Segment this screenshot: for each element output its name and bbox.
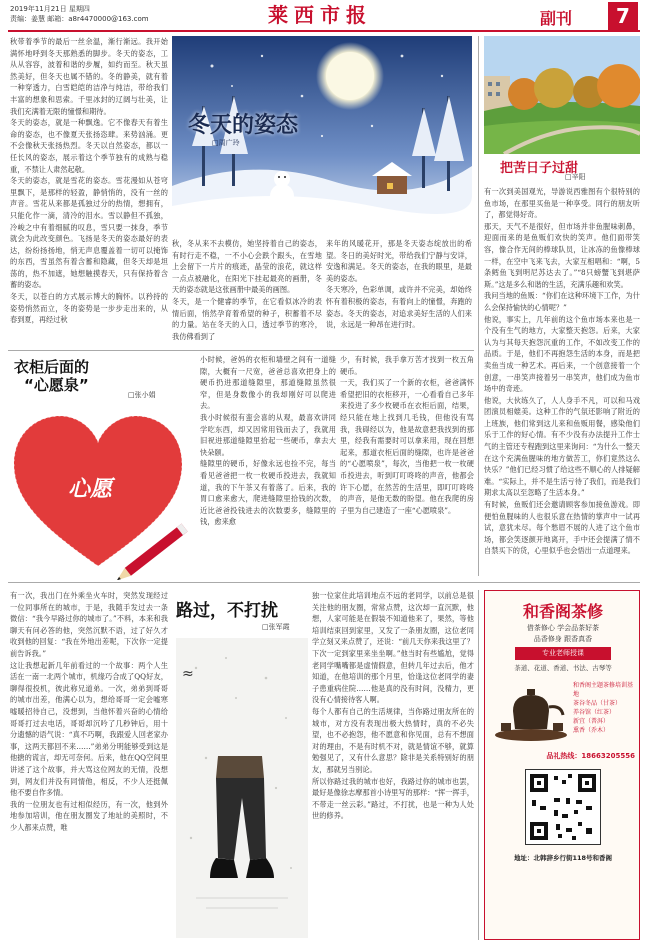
ad-address: 地址：北韩辞乡行街118号和香阁 <box>513 854 613 862</box>
ad-address-lines: 和香阁主题茶修培训基地 茶谷冬品（甘茶） 养谷馆（红茶） 新宜（普洱） 熏香（乔木） <box>573 682 634 734</box>
ad-slogan2: 品香修身 跟香真香 <box>533 635 593 643</box>
ad-title: 和香阁茶修 <box>522 602 603 621</box>
article1-col2: 秋，冬从来不去模仿，她坚持着自己的姿态，有时行走不稳，一不小心会跌个跟头，在雪地上会留下一片片的痕迹，晶莹的浪花，就这样一点点被融化，在阳光下挂起最亮的画册，冬天的姿态就是这张画册中最美的画图。 冬天，是一个健睿的季节，在它看似冰冷的表情后面，悄然孕育着希望的种子，积蓄着不尽的力量。站在冬天的入口，透过季节的寒冷，我仿佛看到了 <box>172 239 322 341</box>
article1-byline: □周广玲 <box>212 139 240 147</box>
header-rule <box>8 30 640 32</box>
ad-items: 茶道、花道、香道、书法、古琴等 <box>514 664 612 672</box>
ad-tagline: 专业老师授课 <box>515 647 611 660</box>
svg-text:≈: ≈ <box>182 666 194 682</box>
column-divider <box>478 36 479 576</box>
section-divider-1 <box>8 350 474 351</box>
heart-illustration <box>10 408 196 580</box>
column-divider-2 <box>478 590 479 940</box>
walking-illustration <box>176 638 308 938</box>
teaset-image <box>491 677 635 747</box>
article2-title: 把苦日子过甜 <box>500 161 579 176</box>
qr-code[interactable] <box>525 769 601 845</box>
article3-byline: □张小娟 <box>128 391 156 399</box>
section-label: 副刊 <box>540 9 573 28</box>
winter-illustration <box>172 36 472 234</box>
article4-col1: 有一次，我出门在外乘坐火车时，突然发现经过一位同事所在的城市，于是，我随手发过去一条微信：“我今早路过你的城市了。”不料，本来和我聊天有问必答的他，突然沉默不语，过了好久才收到他的回复：“我在外地出差呢，下次你一定提前告诉我。” 这让我想起新几年前看过的一个故事：两个人生活在一南一北两个城市，机缘巧合成了QQ好友，聊得很投机，彼此称兄道弟。一次，弟弟到哥哥的城市出差，他满心以为，想给哥哥一定会嘘寒嘘暖招待自己，没想到，当他怀着兴奋的心情给哥哥打过去电话，哥哥却沉吟了几秒钟后，用十分遗憾的语气说：“真不巧啊，我跟爱人回老家办事，这两天都回不来……”弟弟分明能够受到这是他搪的谎言，却无可奈何。后来，他在QQ空间里讲述了这个故事，并大骂这位网友的无情，没想到，网友们并没有同情他，相反，不少人还挺佩他不要自作多情。 我的一位朋友也有过相似经历，有一次，他到外地参加培训，他在朋友圈发了地址的美照时，不少人都来点赞，唯 <box>10 591 168 832</box>
ad-hotline: 品礼热线：18663205556 <box>546 752 635 760</box>
heart-text: 心愿 <box>68 477 113 502</box>
masthead: 莱西市报 <box>268 3 372 27</box>
article2-byline: □辛阳 <box>565 173 586 181</box>
editor-line: 责编：姜慧 邮箱：a8r4470000@163.com <box>10 15 149 23</box>
park-photo <box>484 36 640 154</box>
date-line: 2019年11月21日 星期四 <box>10 5 90 13</box>
article3-title-line2: “心愿泉” <box>24 376 89 394</box>
article4-byline: □张军霞 <box>262 623 290 631</box>
ad-box <box>484 590 640 940</box>
section-divider-2 <box>8 582 640 583</box>
page-number: 7 <box>608 2 638 30</box>
article4-title: 路过，不打扰 <box>176 601 278 621</box>
article1-col3: 来年的风暖花开，那是冬天姿态绽放出的希望。冬日的美好时光，带给我们宁静与安详，安逸和满足。冬天的姿态，在我的眼里，是最美的姿态。 冬天寒冷，色彩单调，或许并不完美，却始终怀有着积极的姿态，有着向上的憧憬，奔跑的姿态。冬天的姿态，对追求美好生活的人们来说，永远是一种昂在进行时。 <box>326 239 472 330</box>
article3-title-line1: 衣柜后面的 <box>14 358 90 376</box>
article1-col1: 秋带着季节的最后一丝余温，渐行渐远。我开始满怀地呼到冬天那熟悉的脚步。冬天的姿态，工从从容容，波着和谐的步履，如约而至。秋天虽然美好，但冬天也属不错的。冬的静美，就有着一种穿透力，白雪皑皑的洁净与纯洁，带给我们丰富的想象和思索。千里冰封的辽阔与壮美，让我们充满着无限的憧憬和期待。 冬天的姿态，就是一种飘逸。它不像春天有着生命的姿态，也不像夏天张扬恣肆。来势汹涌。更不会像秋天张扬热烈。冬天以自然姿态，都以一任长风的姿态，展示着这个季节独有的成熟与稳重，不禁让人肃然起敬。 冬天的姿态，就是雪花的姿态。雪花漫如从苍穹里飘下，是那样的轻盈，静悄悄的，没有一丝的声音。雪花从来都是孤独过分的热情，想拥有，只能化作一滴，清冷的泪水。雪以静但不孤独，冷峻之中有着细腻的叹息，雪只要一抹身，季节就会为此改变颜色。飞扬是冬天的姿态最好的表达，纷纷扬扬地，悄无声息覆盖着一切可以掩饰的东西，雪虽然有着含蓄和隐藏，但冬天却是坦荡的，热不加遮，她想触摸春天，只有保持着含蓄的姿态。 冬天，以苍白的方式展示博大的胸怀。以矜持的姿势悄然而立，冬的姿势是一步步走出来的，从春到夏，再经过秋 <box>10 37 168 325</box>
article3-col2: 少，有时候，我手拿万苦才找到一枚五角硬币。 一天，我们买了一个新的衣柜，爸爸满怀希望把旧的衣柜移开，一心看看自己多年来投进了多少枚硬币在衣柜后面，结果，经只能在地上找到几毛钱，但他没有骂我，我碍经以为，他是故意把我找到的那里，经我有需要时可以拿来用，现在回想起来，那道衣柜后面的缝隙，也许是爸爸的“心愿喷泉”，每次，当他把一枚一枚硬币投进去，听到叮叮咚咚的声音，他都会许下心愿，在然苦的生活里，即叮叮咚咚的声音，是他无数的盼望。他在我爬的房子里为自己建造了一座“心愿喷泉”。 <box>340 355 474 515</box>
ad-slogan1: 借茶修心 学会品茶好茶 <box>526 624 600 632</box>
article3-title <box>14 358 89 394</box>
article1-title: 冬天的姿态 <box>188 113 299 138</box>
article2-text: 有一次到美国观光，导游说西雅图有个很特别的鱼市场，在那里买鱼是一种享受。同行的朋友听了，都觉得好奇。 那天，天气不是很好，但市场并非鱼腥味刺鼻，迎面而来的是鱼贩们欢快的笑声。他们面带笑容，像合作无间的棒球队员，让冰冻的鱼像棒球一样，在空中飞来飞去，大家互相唱和：“啊，5条鳕鱼飞到明尼苏达去了。”“8只螃蟹飞到堪萨斯。”这是多么和谐的生活，充满乐趣和欢笑。 我问当地的鱼贩：“你们在这种环境下工作，为什么会保持愉快的心情呢？” 他说，事实上，几年前的这个鱼市场本来也是一个没有生气的地方，大家整天抱怨。后来，大家认为与其每天抱怨沉重的工作，不如改变工作的品质。于是，他们不再抱怨生活的本身，而是把卖鱼当成一种艺术。再后来，一个创意接着一个创意，一串笑声接着另一串笑声，他们成为鱼市场中的奇迹。 他说，大伙练久了，人人身手不凡，可以和马戏团演员相媲美。这种工作的气氛还影响了附近的上班族，他们常到这儿来和鱼贩用餐，感染他们乐于工作的好心情。有不少没有办法提升工作士气的主管还专程跑到这里来询问：“为什么一整天在这个充满鱼腥味的地方做苦工，你们竟然这么快乐？”他们已经习惯了给这些不顺心的人排疑解难。“实际上，并不是生活亏待了我们，而是我们期求太高以至忽略了生活本身。” 有时候，鱼贩们还会邀请顾客参加接鱼游戏。即便怕鱼腥味的人也很乐意在热情的掌声中一试再试，意犹未尽。每个愁眉不展的人进了这个鱼市场，都会笑逐颜开地离开，手中还会提满了情不自禁买下的货，心里似乎也会悟出一点道理来。 <box>484 187 640 556</box>
article4-col2: 独一位家住此培训地点不远的老同学，以前总是很关注他的朋友圈，常常点赞，这次却一直沉默，他想，人家可能是在假装不知道他来了，果然，等他培训结束回到家里，又发了一条朋友圈，这位老同学立刻又来点赞了，还说：“前几天你来我这里了？下次一定到家里来坐坐啊。”他当时有些尴尬，觉得老同学嘴嘴都是虚情假意，但转几年过去后，他才知道，在他培训的那个月里，恰逢这位老同学的妻子患重病住院……他是真的没有时间，没精力，更没有心情接待客人啊。 每个人都有自己的生活规律，当你路过朋友所在的城市，对方没有表现出极大热情时，真的不必失望，也不必抱怨，他不愿意和你见面，总有不想面对的理由，不是有时机不对，就是情谊不够，就算勉强见了，又有什么意思？除非是关系特别好的朋友，那就另当别论。 所以你路过我的城市也好，我路过你的城市也罢，最好是像徐志摩那首小诗里写的那样：“挥一挥手，不带走一丝云彩。”路过，不打扰，也是一种为人处世的修养。 <box>312 591 474 821</box>
article3-col1: 小时候，爸妈的衣柜和墙壁之间有一道缝隙，大概有一尺宽，爸爸总喜欢把身上的硬币扔进那道缝隙里，那道缝隙虽然很窄，但是身数像小的我却刚好可以爬进去。 我小时候很有蛮会喜的从观，最喜欢讲同学吃东西，却又因常用钱而去了，我就用旧祝进那道缝隙里拾起一些硬币，拿去大快朵颐。 缝隙里的硬币，好像永远也捡不完，每当看见爸爸把一枚一枚硬币投进去，我就知道，我的下午茶又有着落了。后来，我的胃口愈来愈大，爬进缝隙里拾钱的次数，近比爸爸投钱进去的次数要多，缝隙里的钱，愈来愈 <box>200 355 336 527</box>
header-info <box>10 4 149 24</box>
